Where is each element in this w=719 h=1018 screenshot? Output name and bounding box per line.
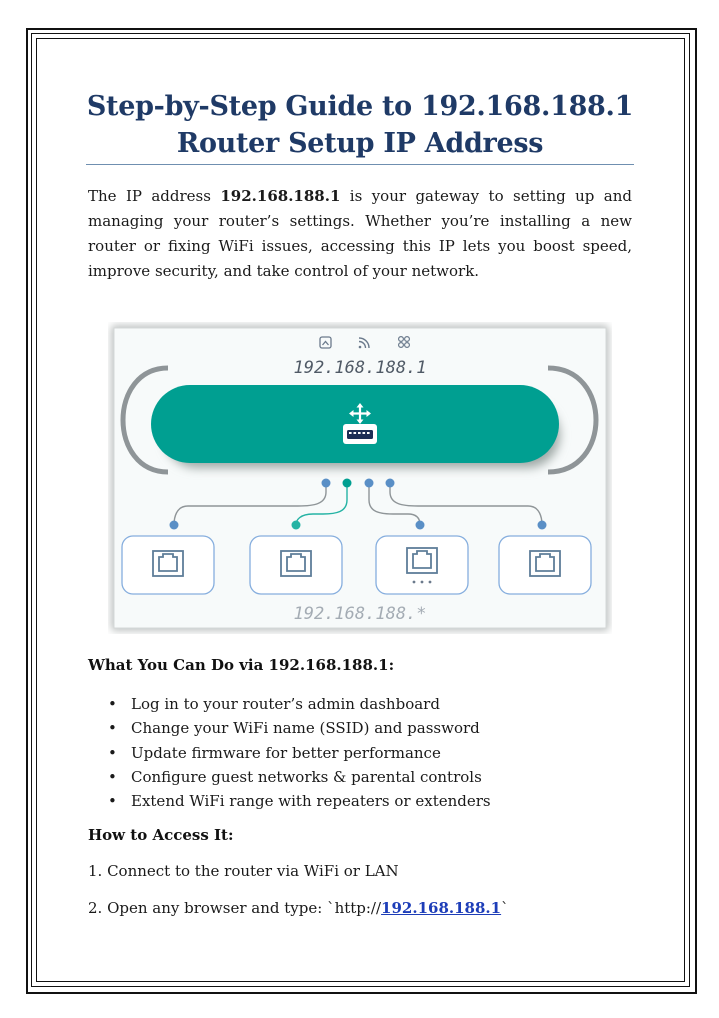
router-dot-1: [322, 479, 331, 488]
device-dot-3: [416, 521, 425, 530]
device-port-2: [250, 536, 342, 594]
list-item: • Extend WiFi range with repeaters or extenders: [106, 789, 636, 813]
list-item: • Change your WiFi name (SSID) and password: [106, 716, 636, 740]
list-item: • Update firmware for better performance: [106, 741, 636, 765]
router-ip-label: 192.168.188.1: [293, 358, 427, 378]
device-port-4: [499, 536, 591, 594]
device-port-3: [376, 536, 468, 594]
feature-list: [106, 692, 636, 813]
network-diagram: [108, 322, 612, 634]
list-item: • Log in to your router’s admin dashboard: [106, 692, 636, 716]
step-2-suffix: `: [501, 899, 509, 917]
device-dot-1: [170, 521, 179, 530]
device-dot-4: [538, 521, 547, 530]
page-title: [60, 88, 660, 162]
router-dot-2: [343, 479, 352, 488]
intro-paragraph: [88, 184, 632, 284]
intro-ip: 192.168.188.1: [220, 187, 341, 205]
title-divider: [86, 164, 634, 165]
intro-after: is your gateway to setting up and managing your router’s settings. Whether you’re installing a new router or fixing WiFi issues, accessing this IP lets you boost speed, improve security, and take control of your network.: [88, 187, 632, 280]
title-line-2: Router Setup IP Address: [176, 128, 544, 159]
intro-before: The IP address: [88, 187, 221, 205]
title-line-1: Step-by-Step Guide to 192.168.188.1: [86, 91, 634, 122]
step-2: [88, 899, 509, 917]
device-port-1: [122, 536, 214, 594]
device-dot-2: [292, 521, 301, 530]
router-dot-3: [365, 479, 374, 488]
router-ip-link[interactable]: 192.168.188.1: [381, 899, 502, 917]
subnet-label: 192.168.188.*: [293, 604, 427, 624]
section-heading-how-to-access: How to Access It:: [88, 826, 234, 844]
step-2-prefix: 2. Open any browser and type: `http://: [88, 899, 382, 917]
list-item: • Configure guest networks & parental controls: [106, 765, 636, 789]
router-dot-4: [386, 479, 395, 488]
step-1: 1. Connect to the router via WiFi or LAN: [88, 862, 399, 880]
section-heading-what-you-can-do: What You Can Do via 192.168.188.1:: [88, 656, 395, 674]
